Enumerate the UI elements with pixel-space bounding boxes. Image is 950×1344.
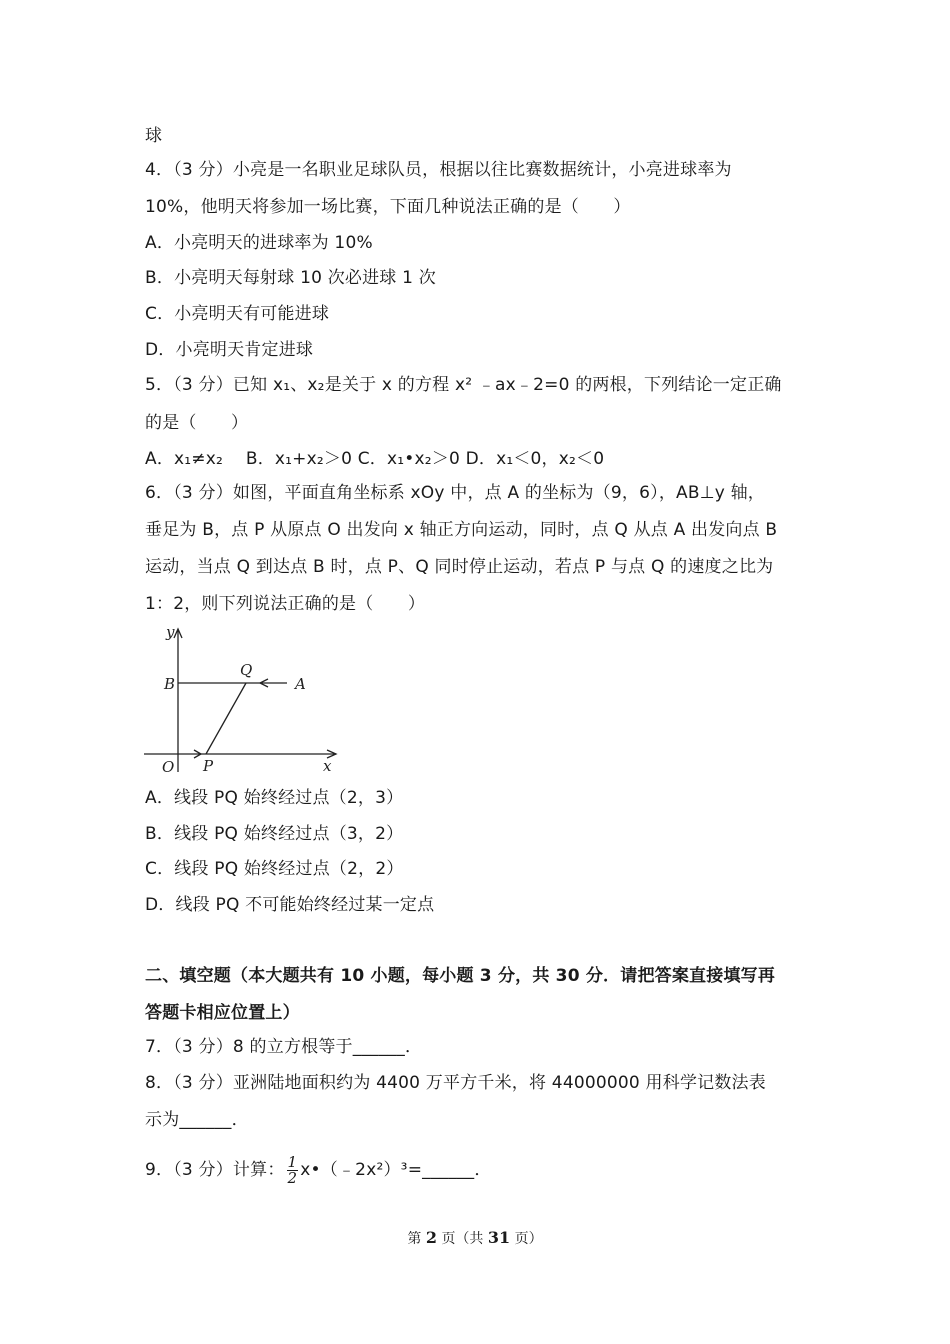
question-6-option-a: A．线段 PQ 始终经过点（2，3） [145, 788, 404, 808]
fraction-numerator: 1 [287, 1152, 298, 1171]
label-y: y [166, 623, 175, 641]
section-2-heading: 二、填空题（本大题共有 10 小题，每小题 3 分，共 30 分．请把答案直接填写再 [145, 966, 776, 986]
question-4-option-d: D．小亮明天肯定进球 [145, 340, 314, 360]
question-9-expression: x•（﹣2x²）³=______． [300, 1160, 492, 1180]
label-o: O [162, 758, 175, 776]
question-4-stem-cont: 10%，他明天将参加一场比赛，下面几种说法正确的是（ ） [145, 197, 631, 217]
question-6-stem-cont3: 1：2，则下列说法正确的是（ ） [145, 594, 426, 614]
fraction-one-half [287, 1152, 299, 1187]
footer-prefix: 第 [407, 1231, 422, 1247]
label-b: B [164, 675, 176, 693]
section-2-heading-cont: 答题卡相应位置上） [145, 1003, 300, 1023]
segment-pq [206, 683, 246, 754]
coordinate-figure [140, 622, 350, 778]
page-footer [0, 1228, 950, 1248]
question-4-option-b: B．小亮明天每射球 10 次必进球 1 次 [145, 268, 436, 288]
label-q: Q [240, 661, 253, 679]
footer-page-number: 2 [425, 1228, 437, 1247]
label-a: A [295, 675, 306, 693]
question-5-stem-cont: 的是（ ） [145, 413, 249, 433]
footer-suffix: 页） [514, 1231, 543, 1247]
question-4-option-c: C．小亮明天有可能进球 [145, 304, 330, 324]
text-line: 球 [145, 126, 163, 146]
question-4-option-a: A．小亮明天的进球率为 10% [145, 233, 373, 253]
label-p: P [203, 757, 214, 775]
question-6-stem-cont1: 垂足为 B，点 P 从原点 O 出发向 x 轴正方向运动，同时，点 Q 从点 A 出发向点 B [145, 520, 778, 540]
footer-middle: 页（共 [441, 1231, 484, 1247]
question-5-stem: 5．（3 分）已知 x₁、x₂是关于 x 的方程 x² ﹣ax﹣2=0 的两根，下列结论一定正确 [145, 375, 782, 395]
fraction-denominator: 2 [287, 1168, 298, 1187]
question-6-option-b: B．线段 PQ 始终经过点（3，2） [145, 824, 404, 844]
question-5-options: A．x₁≠x₂ B．x₁+x₂＞0 C．x₁•x₂＞0 D．x₁＜0，x₂＜0 [145, 449, 605, 469]
question-6-option-d: D．线段 PQ 不可能始终经过某一定点 [145, 895, 435, 915]
footer-total-pages: 31 [487, 1228, 511, 1247]
question-6-stem-cont2: 运动，当点 Q 到达点 B 时，点 P、Q 同时停止运动，若点 P 与点 Q 的速度之比为 [145, 557, 774, 577]
question-8-stem-cont: 示为______． [145, 1110, 249, 1130]
question-4-stem: 4．（3 分）小亮是一名职业足球队员，根据以往比赛数据统计，小亮进球率为 [145, 160, 732, 180]
question-9-prefix: 9．（3 分）计算： [145, 1160, 285, 1180]
question-7: 7．（3 分）8 的立方根等于______． [145, 1037, 423, 1057]
question-6-stem: 6．（3 分）如图，平面直角坐标系 xOy 中，点 A 的坐标为（9，6），AB⊥y 轴， [145, 483, 765, 503]
label-x: x [323, 757, 332, 775]
question-6-option-c: C．线段 PQ 始终经过点（2，2） [145, 859, 404, 879]
question-9 [145, 1152, 492, 1188]
question-8-stem: 8．（3 分）亚洲陆地面积约为 4400 万平方千米，将 44000000 用科学记数法表 [145, 1073, 766, 1093]
